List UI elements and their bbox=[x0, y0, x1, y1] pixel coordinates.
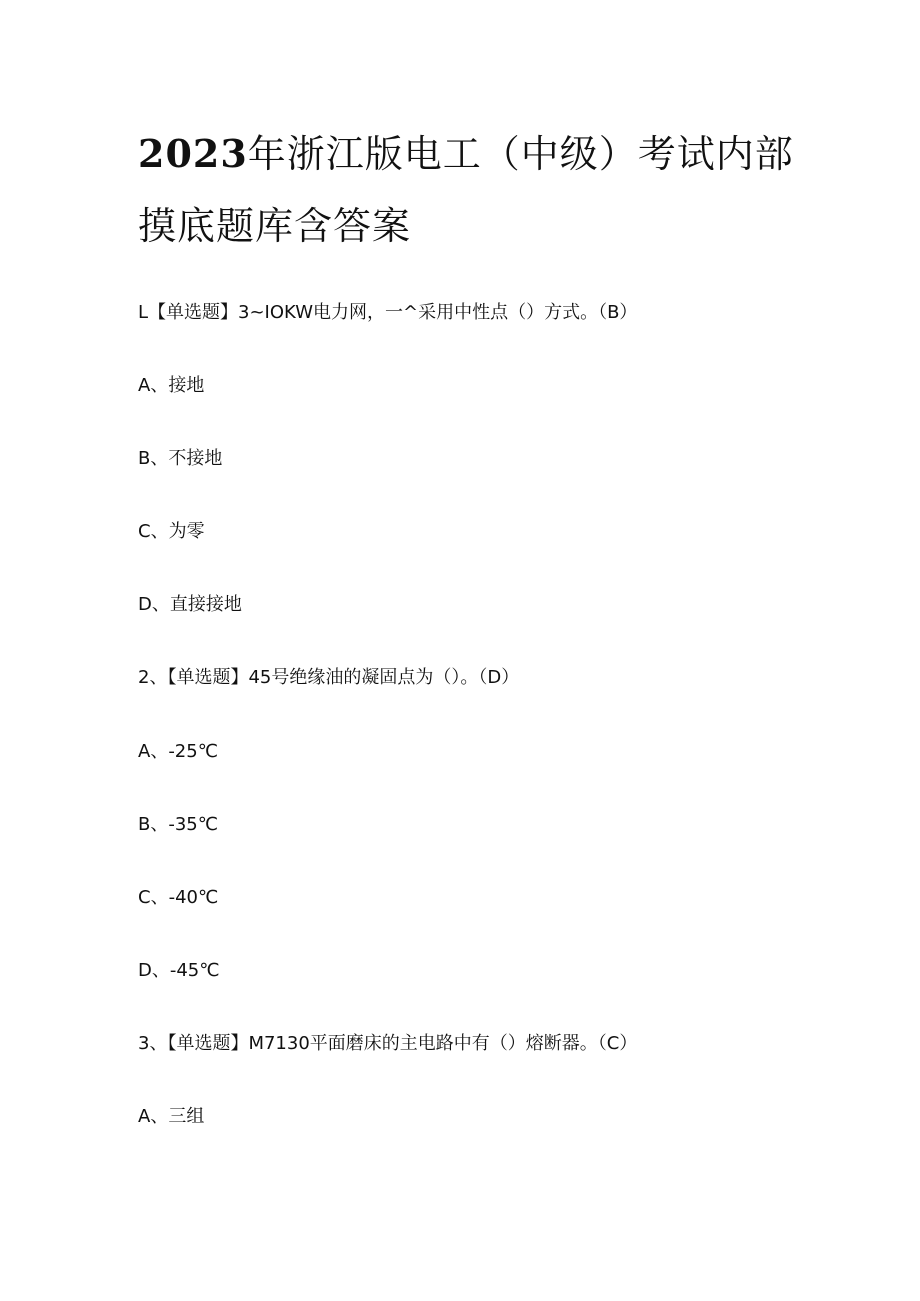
question-1-option-b: B、不接地 bbox=[138, 448, 223, 469]
document-title bbox=[138, 118, 798, 262]
question-1-option-c: C、为零 bbox=[138, 521, 205, 542]
question-3-stem: 3、【单选题】M7130平面磨床的主电路中有（）熔断器。（C） bbox=[138, 1033, 638, 1054]
question-2-option-a: A、-25℃ bbox=[138, 741, 218, 762]
question-1-option-a: A、接地 bbox=[138, 375, 205, 396]
document-title-text: 年浙江版电工（中级）考试内部摸底题库含答案 bbox=[138, 132, 794, 248]
question-2-option-c: C、-40℃ bbox=[138, 887, 219, 908]
document-title-year: 2023 bbox=[138, 131, 248, 176]
question-2-option-b: B、-35℃ bbox=[138, 814, 218, 835]
question-3-option-a: A、三组 bbox=[138, 1106, 205, 1127]
question-2-option-d: D、-45℃ bbox=[138, 960, 220, 981]
question-1-option-d: D、直接接地 bbox=[138, 594, 242, 615]
question-1-stem: L【单选题】3~IOKW电力网，一^采用中性点（）方式。（B） bbox=[138, 302, 638, 323]
question-2-stem: 2、【单选题】45号绝缘油的凝固点为（）。（D） bbox=[138, 667, 520, 688]
